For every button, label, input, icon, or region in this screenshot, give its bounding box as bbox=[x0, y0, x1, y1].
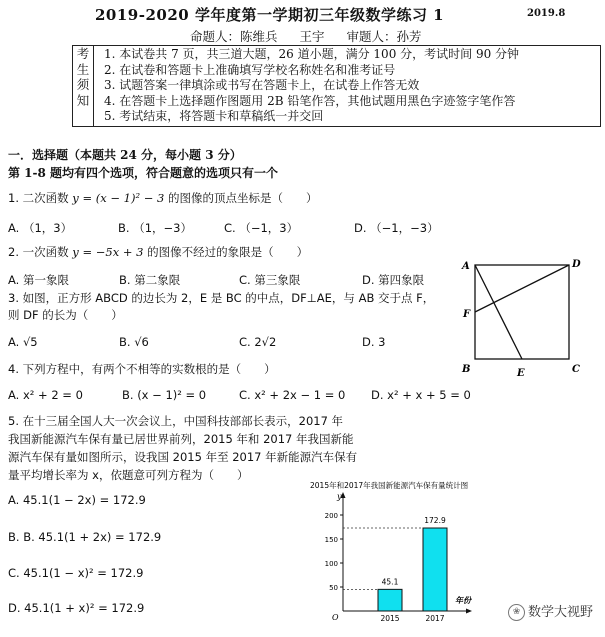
author-label: 命题人：陈维兵 bbox=[190, 29, 278, 44]
q5-option-d: D. 45.1(1 + x)² = 172.9 bbox=[8, 601, 145, 615]
y-tick-label: 50 bbox=[329, 584, 338, 592]
bar-2015 bbox=[378, 589, 402, 611]
question-4: 4. 下列方程中，有两个不相等的实数根的是（ ） bbox=[8, 362, 276, 376]
square-figure bbox=[455, 255, 585, 380]
question-5-line-1: 5. 在十三届全国人大一次会议上，中国科技部部长表示，2017 年 bbox=[8, 414, 344, 428]
bar-data-label: 172.9 bbox=[424, 516, 446, 526]
q4-option-b: B. (x − 1)² = 0 bbox=[122, 388, 207, 402]
q2-formula: y = −5x + 3 bbox=[72, 245, 144, 259]
label-e: E bbox=[517, 368, 525, 379]
notice-item: 5. 考试结束，将答题卡和草稿纸一并交回 bbox=[104, 109, 324, 123]
vehicle-bar-chart bbox=[305, 478, 505, 630]
q3-option-b: B. √6 bbox=[119, 335, 149, 349]
label-f: F bbox=[463, 309, 471, 320]
q5-option-b: B. B. 45.1(1 + 2x) = 172.9 bbox=[8, 530, 162, 544]
bar-2017 bbox=[423, 528, 447, 611]
watermark bbox=[508, 601, 593, 621]
notice-item: 1. 本试卷共 7 页，共三道大题，26 道小题，满分 100 分，考试时间 90 分钟 bbox=[104, 47, 520, 61]
y-tick-label: 150 bbox=[324, 536, 338, 544]
q5-option-a: A. 45.1(1 − 2x) = 172.9 bbox=[8, 493, 146, 507]
origin-label: O bbox=[332, 613, 339, 622]
q1-option-a: A. （1，3） bbox=[8, 221, 73, 235]
notice-item: 2. 在试卷和答题卡上准确填写学校名称姓名和准考证号 bbox=[104, 62, 396, 77]
chart-title: 2015年和2017年我国新能源汽车保有量统计图 bbox=[310, 481, 469, 490]
question-5-line-2: 我国新能源汽车保有量已居世界前列，2015 年和 2017 年我国新能 bbox=[8, 432, 354, 446]
q1-option-c: C. （−1，3） bbox=[224, 221, 299, 235]
q3-option-d: D. 3 bbox=[362, 335, 386, 349]
question-5-line-3: 源汽车保有量如图所示，设我国 2015 年至 2017 年新能源汽车保有 bbox=[8, 450, 358, 464]
label-d: D bbox=[572, 259, 581, 270]
q1-formula: y = (x − 1)² − 3 bbox=[72, 191, 165, 205]
notice-item: 3. 试题答案一律填涂或书写在答题卡上，在试卷上作答无效 bbox=[104, 78, 420, 92]
section-subheading: 第 1-8 题均有四个选项，符合题意的选项只有一个 bbox=[8, 166, 279, 180]
x-axis-label: 年份 bbox=[455, 596, 471, 605]
y-tick-label: 100 bbox=[324, 560, 338, 568]
question-3-line-1: 3. 如图，正方形 ABCD 的边长为 2，E 是 BC 的中点，DF⊥AE，与 AB 交于点 F， bbox=[8, 291, 435, 305]
q2-option-c: C. 第三象限 bbox=[239, 273, 301, 287]
q3-option-a: A. √5 bbox=[8, 335, 38, 349]
notice-items bbox=[94, 46, 601, 127]
y-axis-label: y bbox=[337, 492, 342, 501]
label-b: B bbox=[462, 364, 471, 375]
exam-date: 2019.8 bbox=[527, 8, 566, 19]
authors-line bbox=[190, 27, 422, 45]
bar-data-label: 45.1 bbox=[381, 577, 399, 587]
notice-item: 4. 在答题卡上选择题作图题用 2B 铅笔作答，其他试题用黑色字迹签字笔作答 bbox=[104, 93, 516, 108]
question-5-line-4: 量平均增长率为 x，依题意可列方程为（ ） bbox=[8, 468, 249, 482]
x-tick-label: 2015 bbox=[380, 614, 400, 623]
square-abcd bbox=[475, 265, 569, 359]
q1-option-b: B. （1，−3） bbox=[118, 221, 192, 235]
q5-option-c: C. 45.1(1 − x)² = 172.9 bbox=[8, 566, 144, 580]
page-title: 2019-2020 学年度第一学期初三年级数学练习 1 bbox=[95, 6, 445, 24]
reviewer-label: 审题人：孙芳 bbox=[346, 29, 422, 44]
x-tick-label: 2017 bbox=[425, 614, 445, 623]
section-heading: 一．选择题（本题共 24 分，每小题 3 分） bbox=[8, 148, 242, 162]
q2-option-d: D. 第四象限 bbox=[362, 273, 425, 287]
label-c: C bbox=[572, 364, 580, 375]
author-2: 王宇 bbox=[299, 29, 325, 44]
x-axis-arrow bbox=[466, 609, 472, 614]
notice-side-label: 考 生 须 知 bbox=[73, 46, 94, 127]
q4-option-d: D. x² + x + 5 = 0 bbox=[371, 388, 471, 402]
question-1: 1. 二次函数 y = (x − 1)² − 3 的图像的顶点坐标是（ ） bbox=[8, 191, 318, 205]
segment-df bbox=[475, 265, 569, 312]
watermark-text: 数学大视野 bbox=[528, 605, 594, 620]
label-a: A bbox=[462, 261, 470, 272]
q4-option-a: A. x² + 2 = 0 bbox=[8, 388, 83, 402]
q2-option-b: B. 第二象限 bbox=[119, 273, 181, 287]
question-3-line-2: 则 DF 的长为（ ） bbox=[8, 308, 123, 322]
q4-option-c: C. x² + 2x − 1 = 0 bbox=[239, 388, 346, 402]
q2-option-a: A. 第一象限 bbox=[8, 273, 69, 287]
y-tick-label: 200 bbox=[324, 512, 338, 520]
q3-option-c: C. 2√2 bbox=[239, 335, 277, 349]
question-2: 2. 一次函数 y = −5x + 3 的图像不经过的象限是（ ） bbox=[8, 245, 309, 259]
q1-option-d: D. （−1，−3） bbox=[354, 221, 439, 235]
wechat-icon: ❀ bbox=[508, 604, 525, 621]
segment-ae bbox=[475, 265, 522, 359]
notice-box bbox=[72, 45, 601, 127]
